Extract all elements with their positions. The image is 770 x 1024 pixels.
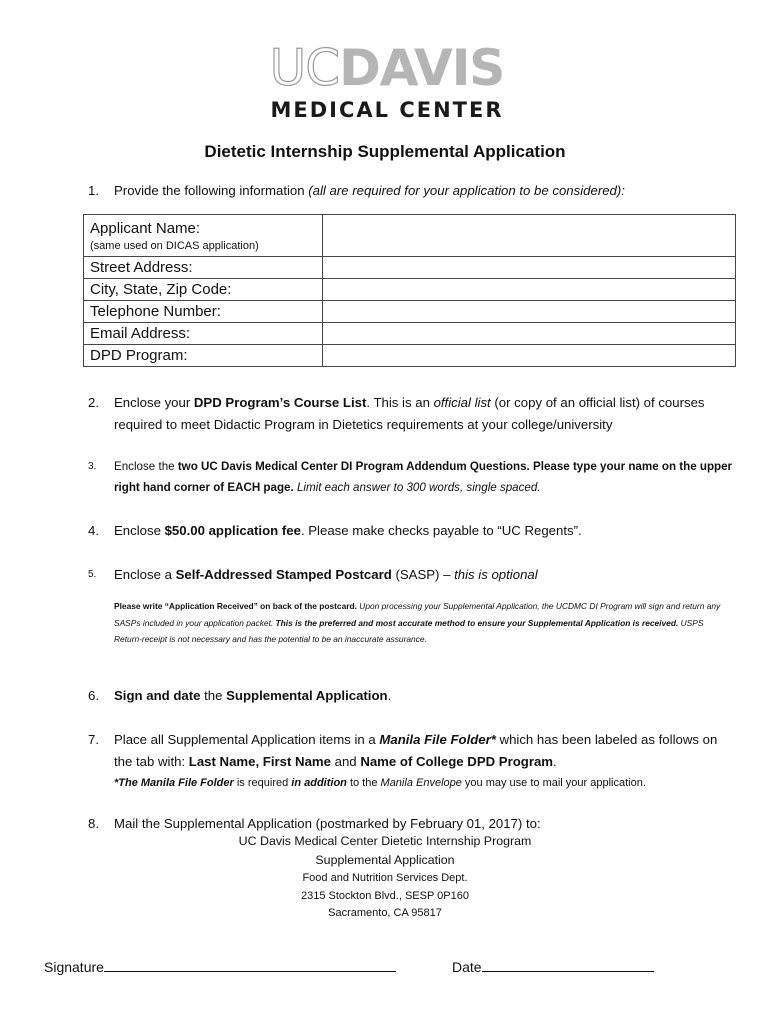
sasp-note: Please write “Application Received” on back of the postcard. Upon processing your Supplemental Application, the UCDMC DI Program will sign and return any SASPs included in your application packet. This is the preferred and most accurate method to ensure your Supplemental Application is received. USPS Return-receipt is not necessary and has the potential to be an inaccurate assurance. bbox=[114, 601, 721, 644]
instruction-6: 6. Sign and date the Supplemental Application. bbox=[88, 688, 392, 703]
instruction-3: 3. Enclose the two UC Davis Medical Center DI Program Addendum Questions. Please type your name on the upper right hand corner of EACH page. Limit each answer to 300 words, single spaced. bbox=[88, 460, 733, 494]
table-row bbox=[84, 257, 736, 279]
table-row bbox=[84, 215, 736, 257]
uc-davis-logo bbox=[262, 40, 512, 122]
email-field[interactable] bbox=[322, 323, 735, 345]
instruction-2: 2. Enclose your DPD Program’s Course List. This is an official list (or copy of an official list) of courses required to meet Didactic Program in Dietetics requirements at your college/university bbox=[88, 395, 705, 432]
instruction-4: 4. Enclose $50.00 application fee. Please make checks payable to “UC Regents”. bbox=[88, 523, 582, 538]
instruction-1: 1. Provide the following information (all are required for your application to be considered): bbox=[88, 183, 625, 198]
telephone-field[interactable] bbox=[322, 301, 735, 323]
applicant-info-table bbox=[83, 214, 736, 367]
city-state-zip-label: City, State, Zip Code: bbox=[84, 279, 323, 301]
signature-line[interactable] bbox=[104, 957, 396, 972]
mailing-address: UC Davis Medical Center Dietetic Internship Program Supplemental Application Food and Nutrition Services Dept. 2315 Stockton Blvd., SESP 0P160 Sacramento, CA 95817 bbox=[238, 834, 532, 919]
manila-folder-note: *The Manila File Folder is required in addition to the Manila Envelope you may use to mail your application. bbox=[114, 777, 646, 789]
dpd-program-field[interactable] bbox=[322, 345, 735, 367]
table-row bbox=[84, 301, 736, 323]
date-field bbox=[452, 957, 654, 975]
instruction-7: 7. Place all Supplemental Application items in a Manila File Folder* which has been labeled as follows on the tab with: Last Name, First Name and Name of College DPD Program. *The Manila File Folder is required in addition to the Manila Envelope you may use to mail your application. bbox=[88, 729, 738, 793]
instruction-5: 5. Enclose a Self-Addressed Stamped Postcard (SASP) – this is optional bbox=[88, 567, 538, 582]
dpd-program-label: DPD Program: bbox=[84, 345, 323, 367]
logo-medical-center: MEDICAL CENTER bbox=[270, 98, 504, 122]
instruction-8: 8. Mail the Supplemental Application (postmarked by February 01, 2017) to: bbox=[88, 816, 541, 831]
table-row bbox=[84, 345, 736, 367]
telephone-label: Telephone Number: bbox=[84, 301, 323, 323]
page-title: Dietetic Internship Supplemental Application bbox=[204, 142, 566, 161]
table-row bbox=[84, 323, 736, 345]
applicant-name-field[interactable] bbox=[322, 215, 735, 257]
signature-label: Signature bbox=[44, 959, 104, 975]
street-address-label: Street Address: bbox=[84, 257, 323, 279]
date-line[interactable] bbox=[482, 957, 654, 972]
email-label: Email Address: bbox=[84, 323, 323, 345]
table-row bbox=[84, 279, 736, 301]
applicant-name-sublabel: (same used on DICAS application) bbox=[90, 240, 259, 252]
city-state-zip-field[interactable] bbox=[322, 279, 735, 301]
logo-wordmark: UCDAVIS bbox=[269, 39, 505, 97]
street-address-field[interactable] bbox=[322, 257, 735, 279]
applicant-name-label: Applicant Name: bbox=[90, 220, 201, 237]
date-label: Date bbox=[452, 959, 482, 975]
signature-field bbox=[44, 957, 396, 975]
